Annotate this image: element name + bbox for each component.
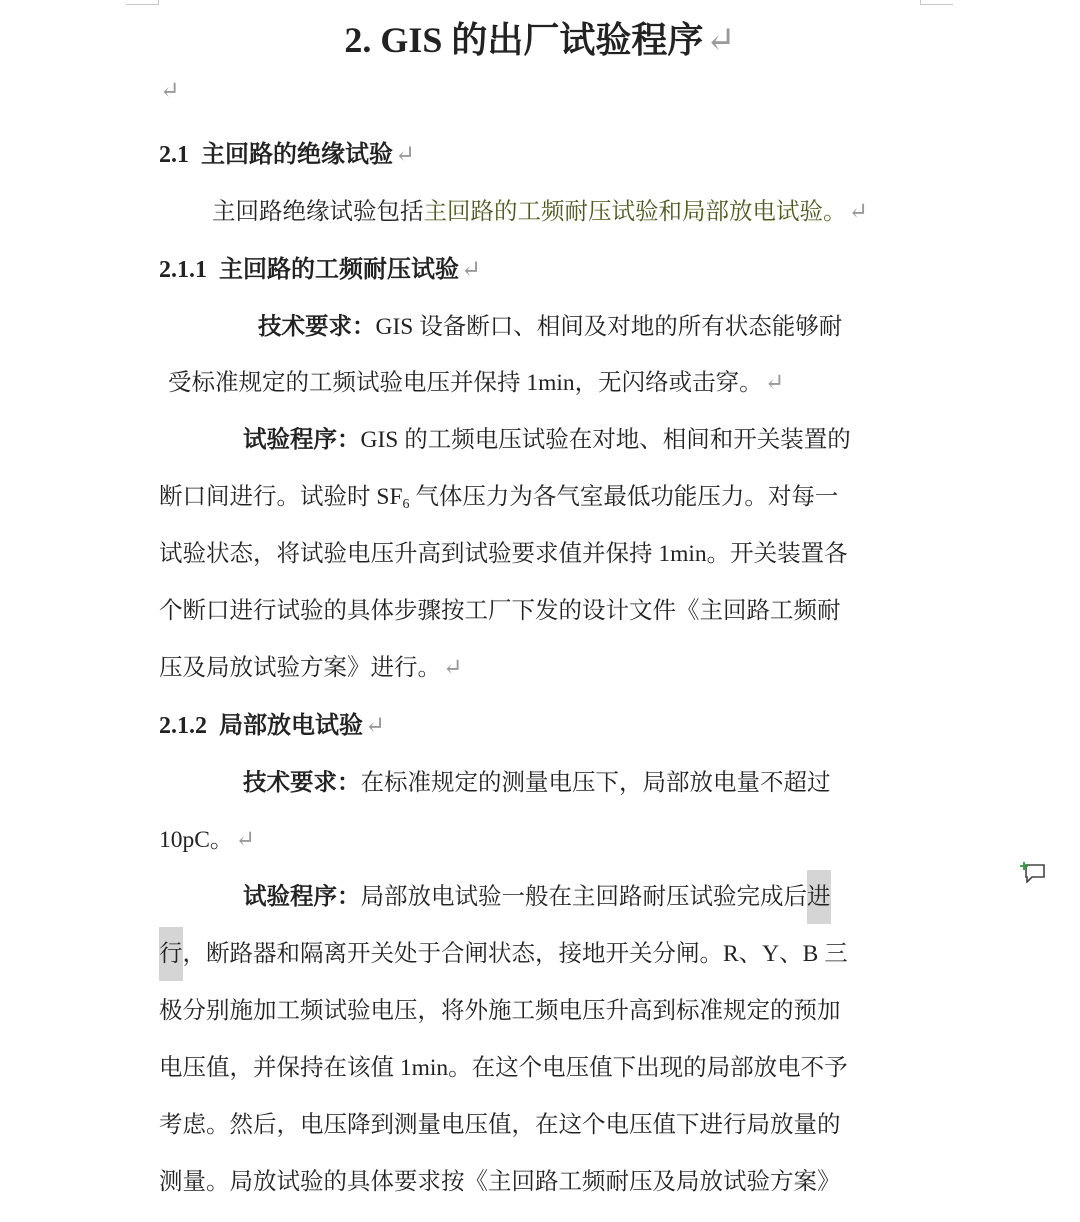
heading-2-1-2: 2.1.2 局部放电试验↵ (159, 713, 386, 739)
procedure-2-line-3: 极分别施加工频试验电压，将外施工频电压升高到标准规定的预加 (159, 998, 841, 1024)
procedure-2-line-2: 行，断路器和隔离开关处于合闸状态，接地开关分闸。R、Y、B 三 (159, 934, 848, 968)
procedure-2-line-5: 考虑。然后，电压降到测量电压值，在这个电压值下进行局放量的 (159, 1112, 841, 1138)
tech-requirement-1-line-2: 受标准规定的工频试验电压并保持 1min，无闪络或击穿。↵ (168, 370, 785, 396)
tech-requirement-2-line-1: 技术要求：在标准规定的测量电压下，局部放电量不超过 (243, 770, 831, 796)
comment-highlight-continued[interactable]: 行 (159, 927, 183, 981)
label-tech-requirement: 技术要求： (258, 314, 376, 340)
cross-reference-text[interactable]: 主回路的工频耐压试验和局部放电试验 (423, 199, 823, 225)
heading-text: 主回路的绝缘试验 (201, 142, 393, 168)
page-corner-mark-left (126, 0, 159, 5)
comment-add-icon[interactable] (1020, 861, 1046, 883)
tech-requirement-2-line-2: 10pC。↵ (159, 827, 256, 853)
procedure-1-line-4: 个断口进行试验的具体步骤按工厂下发的设计文件《主回路工频耐 (159, 598, 841, 624)
procedure-1-line-3: 试验状态，将试验电压升高到试验要求值并保持 1min。开关装置各 (159, 541, 848, 567)
procedure-1-line-1: 试验程序：GIS 的工频电压试验在对地、相间和开关装置的 (243, 427, 851, 453)
procedure-1-line-2: 断口间进行。试验时 $SF_6$ 气体压力为各气室最低功能压力。对每一 (159, 484, 839, 512)
document-title: 2. GIS 的出厂试验程序↵ (344, 20, 736, 60)
heading-2-1-1: 2.1.1 主回路的工频耐压试验↵ (159, 257, 482, 283)
label-procedure: 试验程序： (243, 427, 361, 453)
heading-number: 2.1 (159, 142, 189, 168)
label-tech-requirement-2: 技术要求： (243, 770, 361, 796)
tech-requirement-1-line-1: 技术要求：GIS 设备断口、相间及对地的所有状态能够耐 (258, 314, 843, 340)
procedure-1-line-5: 压及局放试验方案》进行。↵ (159, 655, 463, 681)
empty-paragraph: ↵ (160, 78, 180, 104)
procedure-2-line-4: 电压值，并保持在该值 1min。在这个电压值下出现的局部放电不予 (159, 1055, 848, 1081)
intro-paragraph: 主回路绝缘试验包括主回路的工频耐压试验和局部放电试验。↵ (212, 199, 869, 225)
page-corner-mark-right (920, 0, 953, 5)
procedure-2-line-6: 测量。局放试验的具体要求按《主回路工频耐压及局放试验方案》 (159, 1169, 841, 1195)
comment-highlight[interactable]: 进 (807, 870, 831, 924)
heading-2-1: 2.1 主回路的绝缘试验↵ (159, 142, 416, 168)
label-procedure-2: 试验程序： (243, 884, 361, 910)
procedure-2-line-1: 试验程序：局部放电试验一般在主回路耐压试验完成后进 (243, 877, 831, 911)
